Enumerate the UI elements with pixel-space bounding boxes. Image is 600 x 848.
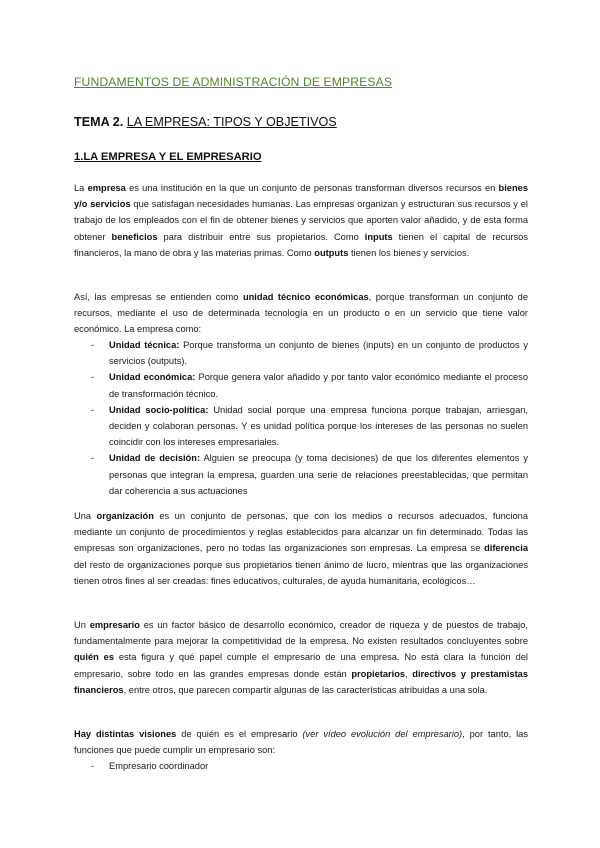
list-item: - Unidad técnica: Porque transforma un conjunto de bienes (inputs) en un conjunto de productos y servicios (outputs). xyxy=(91,340,528,367)
list-item: - Unidad socio-política: Unidad social porque una empresa funciona porque trabajan, arriesgan, deciden y colaboran personas. Y es unidad política porque los intereses de las personas no suelen coincidir con los intereses empresariales. xyxy=(91,404,528,448)
list-item: - Unidad económica: Porque genera valor añadido y por tanto valor económico mediante el proceso de transformación técnico. xyxy=(91,372,528,399)
paragraph-unidad-tecnico-economica: Así, las empresas se entienden como unidad técnico económicas, porque transforman un conjunto de recursos, mediante el uso de determinada tecnología en un producto o en un servicio que tiene valor económico. La empresa como: xyxy=(74,292,528,335)
list-item: - Empresario coordinador xyxy=(91,761,209,771)
section-title: 1.LA EMPRESA Y EL EMPRESARIO xyxy=(74,151,262,163)
list-item: - Unidad de decisión: Alguien se preocupa (y toma decisiones) de que los diferentes elementos y personas que integran la empresa, guarden una serie de relaciones preestablecidas, que permitan dar coherencia a sus actuaciones xyxy=(91,453,528,496)
paragraph-visiones: Hay distintas visiones de quién es el empresario (ver vídeo evolución del empresario), por tanto, las funciones que puede cumplir un empresario son: xyxy=(74,729,529,756)
paragraph-empresario: Un empresario es un factor básico de desarrollo económico, creador de riqueza y de puestos de trabajo, fundamentalmente para mejorar la competitividad de la empresa. No existen resultados concluyentes sobre quién es esta figura y qué papel cumple el empresario de una empresa. No está clara la función del empresario, sobre todo en las grandes empresas donde están propietarios, directivos y prestamistas financieros, entre otros, que parecen compartir algunas de las características atribuidas a una sola. xyxy=(74,620,529,695)
document-title: FUNDAMENTOS DE ADMINISTRACIÓN DE EMPRESAS xyxy=(74,75,393,89)
empresario-functions-list xyxy=(74,758,528,774)
paragraph-organizacion: Una organización es un conjunto de personas, que con los medios o recursos adecuados, funciona mediante un conjunto de procedimientos y reglas establecidos para alcanzar un fin determinado. Todas las empresas son organizaciones, pero no todas las organizaciones son empresas. La empresa se diferencia del resto de organizaciones porque sus propietarios tienen ánimo de lucro, mientras que las organizaciones tienen otros fines al ser creadas: fines educativos, culturales, de ayuda humanitaria, ecológicos… xyxy=(74,511,528,586)
paragraph-empresa-definition: La empresa es una institución en la que un conjunto de personas transforman diversos recursos en bienes y/o servicios que satisfagan necesidades humanas. Las empresas organizan y estructuran sus recursos y el trabajo de los empleados con el fin de obtener bienes y servicios que aporten valor añadido, y de esta forma obtener beneficios para distribuir entre sus propietarios. Como inputs tienen el capital de recursos financieros, la mano de obra y las materias primas. Como outputs tienen los bienes y servicios. xyxy=(74,183,528,258)
empresa-units-list xyxy=(74,337,528,499)
topic-title: LA EMPRESA: TIPOS Y OBJETIVOS xyxy=(126,115,337,129)
topic-number: TEMA 2. xyxy=(74,115,124,129)
topic-heading xyxy=(74,115,337,129)
